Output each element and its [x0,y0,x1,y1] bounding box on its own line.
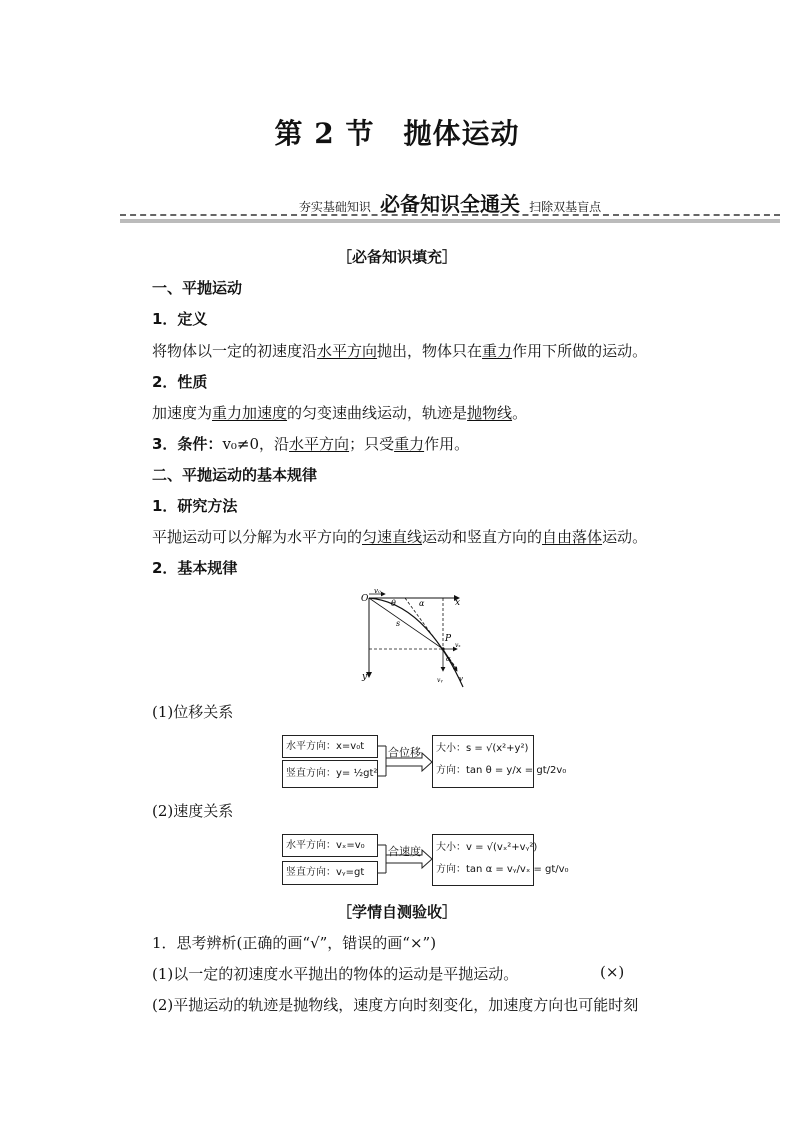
banner-left: 夯实基础知识 [298,200,371,214]
label-alpha2: α [446,655,451,663]
question-intro: 1．思考辨析(正确的画“√”，错误的画“×”) [152,934,437,952]
label-x: x [455,598,461,608]
subheading-method: 1．研究方法 [152,497,238,515]
blank-answer: 水平方向 [289,435,350,453]
velocity-heading: (2)速度关系 [152,802,234,820]
vel-horizontal-box: 水平方向：vₓ=v₀ [282,834,378,857]
blank-answer: 重力 [482,342,513,360]
disp-direction: 方向：tan θ = y/x = gt/2v₀ [436,765,567,776]
blank-answer: 抛物线 [467,404,513,422]
blank-answer: 重力 [394,435,425,453]
vel-magnitude: 大小：v = √(vₓ²+vᵧ²) [436,842,538,853]
section-heading-knowledge: ［必备知识填充］ [336,248,457,266]
label-theta: θ [391,599,396,608]
displacement-heading: (1)位移关系 [152,703,234,721]
page-title: 第 2 节 抛体运动 [274,117,520,150]
section-heading-selftest: ［学情自测验收］ [336,903,457,921]
label-p: P [445,634,452,644]
vel-merge-arrow [378,834,434,886]
subheading-property: 2．性质 [152,373,208,391]
point-p [441,647,444,650]
question-1: (1)以一定的初速度水平抛出的物体的运动是平抛运动。 [152,965,519,983]
subheading-laws: 2．基本规律 [152,559,238,577]
blank-answer: 匀速直线 [362,528,423,546]
banner-right: 扫除双基盲点 [529,200,602,214]
vel-result-box [432,834,569,886]
disp-magnitude: 大小：s = √(x²+y²) [436,743,529,754]
question-2: (2)平抛运动的轨迹是抛物线，速度方向时刻变化，加速度方向也可能时刻 [152,996,639,1014]
label-s: s [396,619,401,628]
banner-divider [120,214,780,216]
blank-answer: 重力加速度 [212,404,288,422]
condition-text: 3．条件：v₀≠0，沿水平方向；只受重力作用。 [152,435,470,453]
blank-answer: 水平方向 [317,342,378,360]
label-y: y [362,672,368,682]
displacement-line [369,598,443,649]
banner-center: 必备知识全通关 [380,192,520,216]
vel-merge-label: 合速度 [388,845,421,858]
definition-text: 将物体以一定的初速度沿水平方向抛出，物体只在重力作用下所做的运动。 [152,342,648,360]
heading-projectile: 一、平抛运动 [152,279,243,297]
subheading-definition: 1．定义 [152,310,208,328]
label-vy: vᵧ [437,677,443,684]
method-text: 平抛运动可以分解为水平方向的匀速直线运动和竖直方向的自由落体运动。 [152,528,648,546]
label-origin: O [361,594,369,604]
label-v0: v₀ [374,587,381,595]
property-text: 加速度为重力加速度的匀变速曲线运动，轨迹是抛物线。 [152,404,528,422]
vel-vertical-box: 竖直方向：vᵧ=gt [282,861,378,885]
disp-vertical-box: 竖直方向：y= ½gt² [282,760,378,788]
label-alpha: α [419,599,425,608]
blank-answer: 自由落体 [542,528,603,546]
disp-merge-label: 合位移 [388,746,421,759]
question-1-mark: (×) [600,963,625,981]
disp-result-box [432,735,567,788]
banner-underbar [120,219,780,223]
label-v: v [459,675,463,683]
disp-horizontal-box: 水平方向：x=v₀t [282,735,378,758]
trajectory-diagram [355,585,475,695]
label-vx: vₓ [455,642,461,649]
section-banner [120,188,780,217]
vel-direction: 方向：tan α = vᵧ/vₓ = gt/v₀ [436,864,569,875]
heading-basic-laws: 二、平抛运动的基本规律 [152,466,318,484]
